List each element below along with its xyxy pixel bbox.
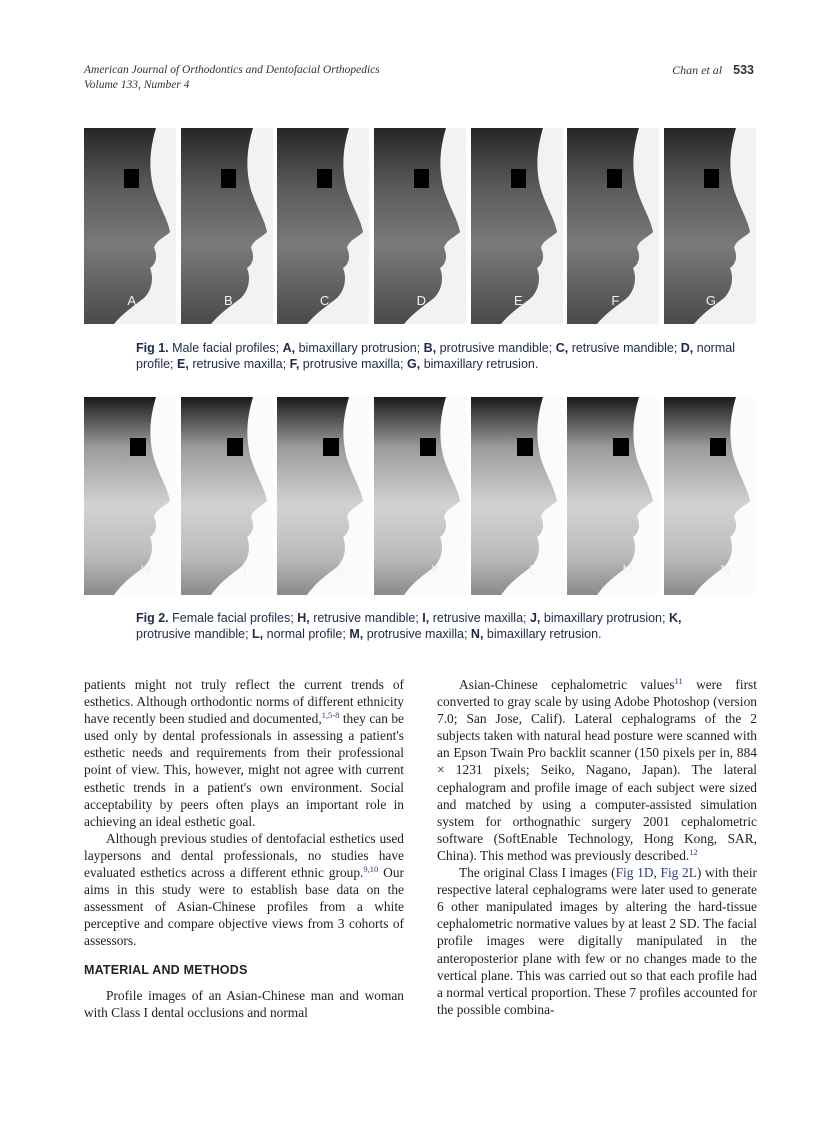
citation-ref[interactable]: 9,10 [363,864,379,875]
caption-item-text: protrusive mandible; [136,627,249,641]
body-column-left [84,676,404,1021]
paragraph [84,676,404,830]
profile-photo-panel [181,397,273,595]
profile-photo-panel [277,128,369,324]
paragraph-text: they can be used only by dental professionals in assessing a patient's esthetic needs and requirements from their professional point of view. This, however, might not agree with current esthetic trends in a patient's own environment. Social acceptability by peers often plays an important role in achieving an ideal esthetic goal. [84,711,404,829]
figure-1-image-strip [84,128,756,324]
panel-label: D [416,293,426,308]
citation-ref[interactable]: 12 [689,846,698,857]
caption-item-text: retrusive mandible; [313,611,419,625]
eye-mask-block [710,438,726,456]
figure-link[interactable]: Fig 2L [660,865,697,881]
caption-item-letter: B, [423,341,437,355]
paragraph-text: ) with their respective lateral cephalograms were later used to generate 6 other manipulated images by altering the hard-tissue cephalometric normative values by at least 2 SD. The facial profile images were digitally manipulated in the anteroposterior plane with few or no changes made to the vertical plane. This was carried out so that each profile had a normal vertical proportion. These 7 profiles accounted for the possible combina- [437,865,757,1017]
figure-1-number: Fig 1. [136,341,169,355]
paragraph [84,830,404,950]
eye-mask-block [124,169,139,188]
profile-photo-panel [277,397,369,595]
eye-mask-block [323,438,339,456]
profile-photo-panel [374,128,466,324]
profile-photo-panel [471,128,563,324]
caption-item-letter: H, [297,611,310,625]
eye-mask-block [130,438,146,456]
citation-ref[interactable]: 11 [674,676,683,686]
eye-mask-block [517,438,533,456]
caption-item-text: retrusive maxilla; [432,611,527,625]
figure-2-caption [136,610,736,642]
caption-item-letter: M, [349,627,364,641]
face-profile-silhouette [181,397,273,595]
section-heading: MATERIAL AND METHODS [84,962,248,977]
caption-item-letter: N, [470,627,484,641]
profile-photo-panel [84,397,176,595]
panel-label: F [611,293,620,308]
caption-item-text: retrusive maxilla; [192,357,287,371]
eye-mask-block [414,169,429,188]
caption-item-letter: I, [422,611,430,625]
caption-item-letter: L, [252,627,264,641]
face-profile-silhouette [664,397,756,595]
face-profile-silhouette [277,397,369,595]
running-header-journal [84,63,380,93]
caption-item-letter: G, [407,357,421,371]
caption-item-text: bimaxillary retrusion. [486,627,602,641]
paragraph-text: , [653,865,661,881]
caption-item-letter: F, [289,357,300,371]
profile-photo-panel [471,397,563,595]
journal-title: American Journal of Orthodontics and Dentofacial Orthopedics [84,64,380,76]
citation-ref[interactable]: 1,5-8 [321,710,340,721]
figure-2-number: Fig 2. [136,611,169,625]
body-column-right [437,676,757,1018]
eye-mask-block [704,169,719,188]
figure-1-caption [136,340,736,372]
paragraph [437,864,757,1018]
caption-item-letter: J, [529,611,541,625]
eye-mask-block [607,169,622,188]
caption-item-text: normal profile; [136,341,735,371]
eye-mask-block [221,169,236,188]
panel-label: C [319,293,330,308]
eye-mask-block [227,438,243,456]
face-profile-silhouette [374,397,466,595]
caption-item-text: bimaxillary retrusion. [423,357,539,371]
panel-label: I [243,562,247,577]
profile-photo-panel [181,128,273,324]
eye-mask-block [613,438,629,456]
caption-item-text: bimaxillary protrusion; [298,341,421,355]
figure-link[interactable]: Fig 1D [615,865,654,881]
caption-item-text: retrusive mandible; [571,341,678,355]
panel-label: L [529,562,537,577]
paragraph-text: The original Class I images ( [459,865,616,881]
paragraph-text: Asian-Chinese cephalometric values [459,677,675,692]
paragraph [437,676,757,864]
profile-photo-panel [664,397,756,595]
caption-item-letter: K, [668,611,682,625]
running-authors: Chan et al [672,63,723,77]
journal-volume: Volume 133, Number 4 [84,79,190,91]
profile-photo-panel [664,128,756,324]
panel-label: B [223,293,233,308]
profile-photo-panel [567,128,659,324]
caption-item-text: normal profile; [266,627,346,641]
face-profile-silhouette [471,397,563,595]
paragraph-text: patients might not truly reflect the current trends of esthetics. Although orthodontic norms of different ethnicity have recently been studied and documented, [84,677,404,727]
caption-item-letter: E, [177,357,189,371]
face-profile-silhouette [84,397,176,595]
panel-label: M [622,562,634,577]
eye-mask-block [511,169,526,188]
running-header-page [672,63,754,78]
paragraph-text: Our aims in this study were to establish base data on the assessment of Asian-Chinese profiles from a white perceptive and compare objective views from 3 cohorts of assessors. [84,865,404,949]
eye-mask-block [317,169,332,188]
panel-label: K [431,562,440,577]
profile-photo-panel [84,128,176,324]
profile-photo-panel [374,397,466,595]
face-profile-silhouette [567,397,659,595]
page-number: 533 [733,63,754,77]
caption-item-letter: A, [282,341,296,355]
figure-1-intro: Male facial profiles; [172,341,280,355]
panel-label: J [336,562,344,577]
paragraph: Profile images of an Asian-Chinese man and woman with Class I dental occlusions and normal [84,987,404,1020]
caption-item-text: protrusive maxilla; [302,357,404,371]
caption-item-text: bimaxillary protrusion; [543,611,666,625]
caption-item-letter: C, [555,341,569,355]
panel-label: E [513,293,523,308]
panel-label: N [720,562,730,577]
caption-item-text: protrusive maxilla; [366,627,468,641]
figure-2-image-strip [84,397,756,595]
caption-item-letter: D, [680,341,694,355]
panel-label: A [127,293,136,308]
panel-label: H [140,562,150,577]
figure-2-intro: Female facial profiles; [172,611,294,625]
caption-item-text: protrusive mandible; [439,341,553,355]
paragraph-text: were first converted to gray scale by using Adobe Photoshop (version 7.0; San Jose, Calif). Lateral cephalograms of the 2 subjects taken with natural head posture were scanned with an Epson Twain Pro backlit scanner (150 pixels per in, 884 × 1231 pixels; Seiko, Nagano, Japan). The lateral cephalogram and profile image of each subject were sized and matched by using a computer-assisted simulation system for orthognathic surgery 2001 cephalometric software (SoftEnable Technology, Hong Kong, SAR, China). This method was previously described. [437,677,757,863]
profile-photo-panel [567,397,659,595]
eye-mask-block [420,438,436,456]
paragraph-text: Although previous studies of dentofacial esthetics used laypersons and dental professionals, no studies have evaluated esthetics across a different ethnic group. [84,830,404,881]
panel-label: G [705,293,716,308]
